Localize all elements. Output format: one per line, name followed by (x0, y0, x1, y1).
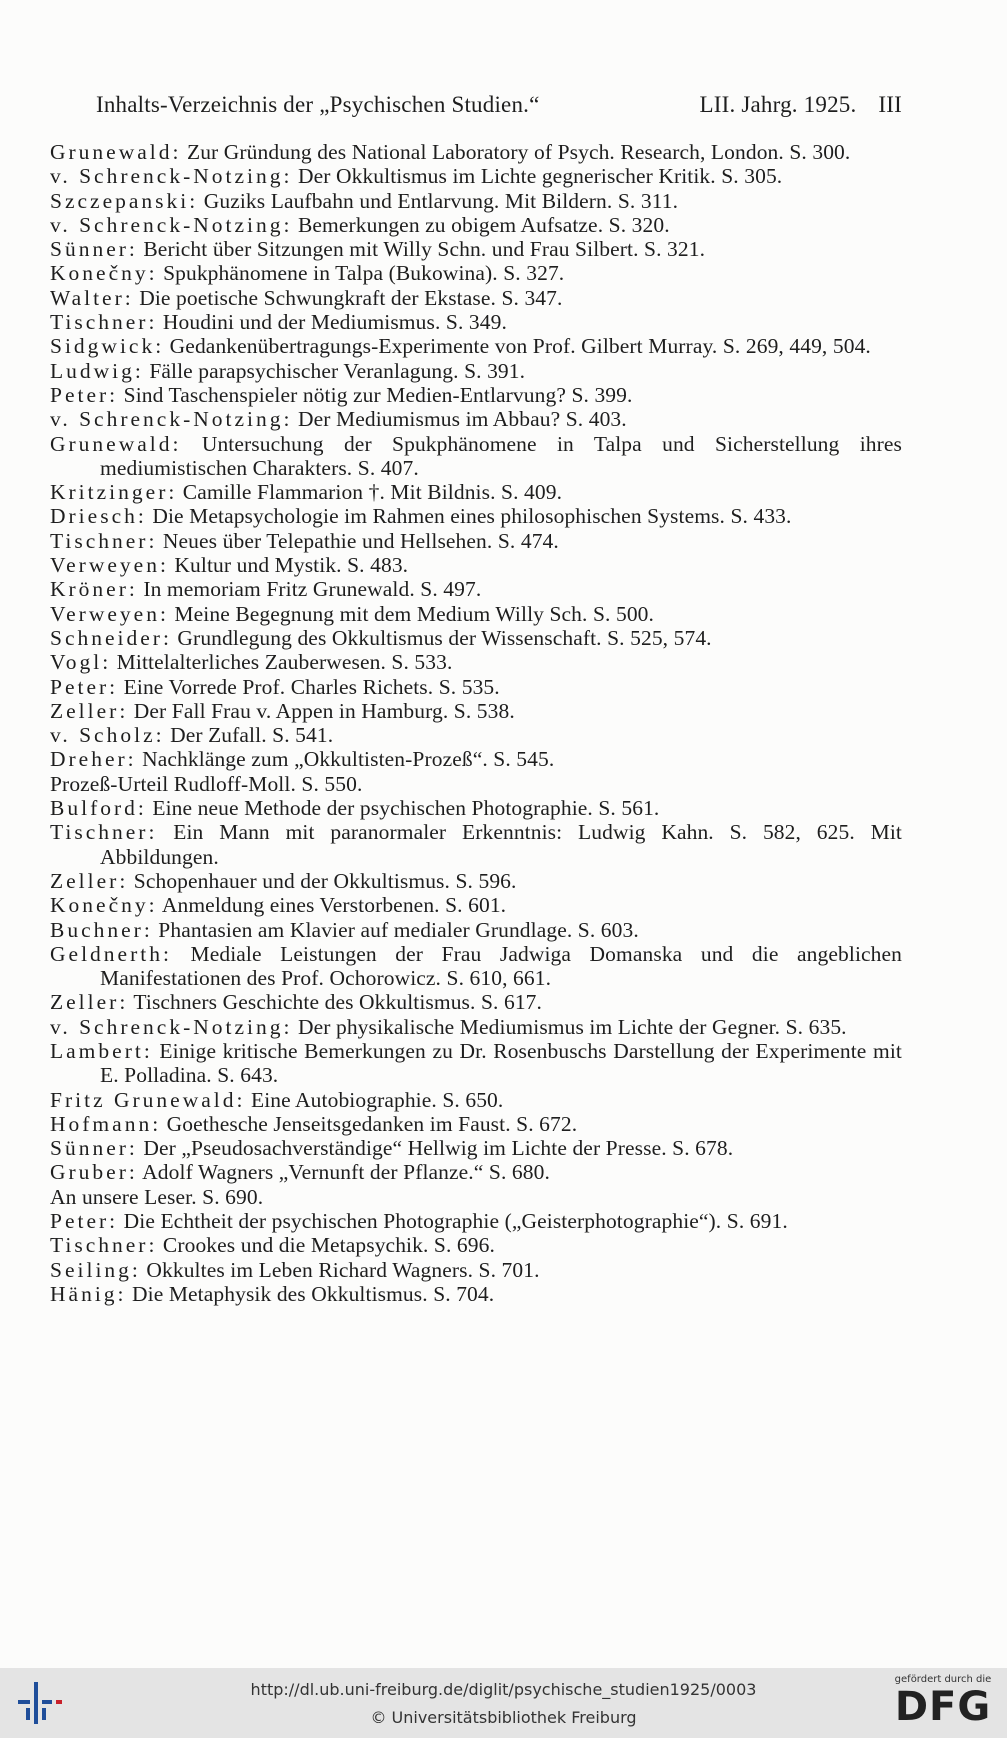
entry-title: Guziks Laufbahn und Entlarvung. Mit Bildern. S. 311. (198, 188, 679, 213)
entry-author: Lambert: (50, 1038, 153, 1063)
entry-title: In memoriam Fritz Grunewald. S. 497. (137, 577, 482, 602)
toc-entry (50, 383, 902, 407)
toc-entry (50, 286, 902, 310)
toc-entry (50, 1112, 902, 1136)
entry-title: Der Zufall. S. 541. (164, 723, 334, 748)
entry-title: An unsere Leser. S. 690. (50, 1184, 264, 1209)
header-title: Inhalts-Verzeichnis der „Psychischen Studien.“ (96, 92, 540, 117)
toc-entry (50, 942, 902, 991)
entry-author: Geldnerth: (50, 941, 172, 966)
entry-title: Die Echtheit der psychischen Photographie („Geisterphotographie“). S. 691. (118, 1209, 788, 1234)
toc-entry (50, 504, 902, 528)
entry-title: Der Fall Frau v. Appen in Hamburg. S. 538. (128, 698, 515, 723)
entry-author: v. Schrenck-Notzing: (50, 1014, 293, 1039)
toc-entry (50, 869, 902, 893)
toc-entry (50, 140, 902, 164)
entry-title: Nachklänge zum „Okkultisten-Prozeß“. S. 545. (136, 747, 555, 772)
toc-entry (50, 1015, 902, 1039)
toc-entry (50, 772, 902, 796)
entry-author: Walter: (50, 285, 134, 310)
entry-title: Bericht über Sitzungen mit Willy Schn. und Frau Silbert. S. 321. (137, 237, 706, 262)
toc-entry (50, 359, 902, 383)
entry-author: Konečny: (50, 261, 158, 286)
entry-author: v. Schrenck-Notzing: (50, 212, 293, 237)
toc-entry (50, 261, 902, 285)
entry-author: Verweyen: (50, 553, 169, 578)
entry-title: Die Metaphysik des Okkultismus. S. 704. (126, 1281, 495, 1306)
document-url[interactable]: http://dl.ub.uni-freiburg.de/diglit/psychische_studien1925/0003 (250, 1680, 757, 1699)
toc-entry (50, 893, 902, 917)
entry-title: Eine Vorrede Prof. Charles Richets. S. 535. (118, 674, 500, 699)
toc-entry (50, 432, 902, 481)
entry-author: Grunewald: (50, 431, 182, 456)
entry-author: Kritzinger: (50, 480, 178, 505)
entry-title: Goethesche Jenseitsgedanken im Faust. S. 672. (161, 1111, 578, 1136)
entry-author: Konečny: (50, 893, 158, 918)
toc-entry (50, 918, 902, 942)
entry-author: Gruber: (50, 1160, 138, 1185)
toc-entry (50, 796, 902, 820)
toc-entry (50, 213, 902, 237)
toc-entry (50, 747, 902, 771)
entry-author: Seiling: (50, 1257, 141, 1282)
toc-entry (50, 699, 902, 723)
entry-author: Kröner: (50, 577, 138, 602)
entry-title: Grundlegung des Okkultismus der Wissenschaft. S. 525, 574. (171, 625, 712, 650)
entry-author: Tischner: (50, 310, 158, 335)
toc-entry (50, 602, 902, 626)
entry-author: Hänig: (50, 1281, 127, 1306)
entry-title: Fälle parapsychischer Veranlagung. S. 391. (143, 358, 526, 383)
entry-author: v. Scholz: (50, 723, 165, 748)
entry-title: Der Mediumismus im Abbau? S. 403. (292, 407, 627, 432)
entry-title: Die poetische Schwungkraft der Ekstase. S. 347. (133, 285, 563, 310)
toc-entry (50, 1233, 902, 1257)
entry-author: Tischner: (50, 1233, 158, 1258)
entry-title: Ein Mann mit paranormaler Erkenntnis: Ludwig Kahn. S. 582, 625. Mit Abbildungen. (100, 820, 902, 869)
entry-title: Anmeldung eines Verstorbenen. S. 601. (157, 893, 507, 918)
toc-entry (50, 529, 902, 553)
entry-title: Gedankenübertragungs-Experimente von Prof. Gilbert Murray. S. 269, 449, 504. (164, 334, 871, 359)
toc-entry (50, 1258, 902, 1282)
entry-title: Tischners Geschichte des Okkultismus. S. 617. (128, 990, 543, 1015)
toc-entry (50, 723, 902, 747)
entry-author: Peter: (50, 382, 119, 407)
viewer-footer (0, 1668, 1007, 1738)
toc-entry (50, 1039, 902, 1088)
toc-entry (50, 189, 902, 213)
entry-title: Eine neue Methode der psychischen Photographie. S. 561. (146, 796, 660, 821)
entry-title: Zur Gründung des National Laboratory of Psych. Research, London. S. 300. (181, 140, 851, 164)
toc-entry (50, 820, 902, 869)
entry-author: Dreher: (50, 747, 137, 772)
toc-entry (50, 990, 902, 1014)
entry-author: Tischner: (50, 528, 158, 553)
entry-author: Peter: (50, 674, 119, 699)
entry-title: Camille Flammarion †. Mit Bildnis. S. 409. (177, 480, 563, 505)
entry-author: Grunewald: (50, 140, 182, 164)
toc-entry (50, 407, 902, 431)
entry-title: Der physikalische Mediumismus im Lichte der Gegner. S. 635. (292, 1014, 847, 1039)
running-header (96, 92, 902, 118)
entry-author: Vogl: (50, 650, 112, 675)
entry-title: Kultur und Mystik. S. 483. (168, 553, 409, 578)
entry-author: Hofmann: (50, 1111, 162, 1136)
entry-title: Prozeß-Urteil Rudloff-Moll. S. 550. (50, 771, 363, 796)
entry-author: Buchner: (50, 917, 153, 942)
entry-author: Szczepanski: (50, 188, 199, 213)
entry-author: Schneider: (50, 625, 172, 650)
entry-author: v. Schrenck-Notzing: (50, 164, 293, 189)
entry-title: Neues über Telepathie und Hellsehen. S. 474. (157, 528, 559, 553)
entry-title: Untersuchung der Spukphänomene in Talpa und Sicherstellung ihres mediumistischen Charakters. S. 407. (100, 431, 902, 480)
entry-author: Driesch: (50, 504, 147, 529)
entry-title: Sind Taschenspieler nötig zur Medien-Entlarvung? S. 399. (118, 382, 633, 407)
toc-entry (50, 1088, 902, 1112)
entry-author: Zeller: (50, 990, 129, 1015)
entry-title: Mediale Leistungen der Frau Jadwiga Domanska und die angeblichen Manifestationen des Prof. Ochorowicz. S. 610, 661. (100, 941, 902, 991)
entry-author: Sünner: (50, 237, 138, 262)
toc-entry (50, 650, 902, 674)
table-of-contents (50, 140, 902, 1306)
toc-entry (50, 237, 902, 261)
entry-author: Zeller: (50, 698, 129, 723)
toc-entry (50, 334, 902, 358)
entry-title: Adolf Wagners „Vernunft der Pflanze.“ S. 680. (137, 1160, 550, 1185)
toc-entry (50, 1136, 902, 1160)
entry-title: Der „Pseudosachverständige“ Hellwig im Lichte der Presse. S. 678. (137, 1136, 734, 1161)
entry-author: Sidgwick: (50, 334, 165, 359)
entry-title: Der Okkultismus im Lichte gegnerischer Kritik. S. 305. (292, 164, 783, 189)
dfg-sponsor-block (889, 1674, 997, 1734)
copyright-notice: © Universitätsbibliothek Freiburg (370, 1708, 637, 1727)
entry-title: Bemerkungen zu obigem Aufsatze. S. 320. (292, 212, 670, 237)
entry-title: Okkultes im Leben Richard Wagners. S. 701. (140, 1257, 540, 1282)
entry-title: Crookes und die Metapsychik. S. 696. (157, 1233, 495, 1258)
entry-title: Meine Begegnung mit dem Medium Willy Sch. S. 500. (168, 601, 655, 626)
entry-author: Bulford: (50, 796, 147, 821)
entry-title: Einige kritische Bemerkungen zu Dr. Rosenbuschs Darstellung der Experimente mit E. Polladina. S. 643. (100, 1038, 902, 1088)
entry-author: Verweyen: (50, 601, 169, 626)
page-number: III (878, 92, 902, 117)
entry-author: Tischner: (50, 820, 158, 845)
entry-title: Houdini und der Mediumismus. S. 349. (157, 310, 507, 335)
entry-title: Schopenhauer und der Okkultismus. S. 596. (128, 868, 517, 893)
entry-author: Ludwig: (50, 358, 144, 383)
entry-author: Fritz Grunewald: (50, 1087, 246, 1112)
toc-entry (50, 1209, 902, 1233)
toc-entry (50, 480, 902, 504)
toc-entry (50, 675, 902, 699)
entry-author: Zeller: (50, 868, 129, 893)
dfg-logo: DFG (894, 1684, 992, 1730)
entry-title: Phantasien am Klavier auf medialer Grundlage. S. 603. (152, 917, 639, 942)
sponsor-note: gefördert durch die (894, 1674, 992, 1685)
entry-author: Sünner: (50, 1136, 138, 1161)
entry-author: v. Schrenck-Notzing: (50, 407, 293, 432)
entry-title: Die Metapsychologie im Rahmen eines philosophischen Systems. S. 433. (146, 504, 792, 529)
toc-entry (50, 310, 902, 334)
toc-entry (50, 1185, 902, 1209)
toc-entry (50, 1282, 902, 1306)
toc-entry (50, 553, 902, 577)
entry-title: Eine Autobiographie. S. 650. (245, 1087, 504, 1112)
entry-title: Mittelalterliches Zauberwesen. S. 533. (111, 650, 453, 675)
entry-author: Peter: (50, 1209, 119, 1234)
toc-entry (50, 164, 902, 188)
entry-title: Spukphänomene in Talpa (Bukowina). S. 327. (157, 261, 565, 286)
toc-entry (50, 626, 902, 650)
toc-entry (50, 577, 902, 601)
header-volume: LII. Jahrg. 1925. (699, 92, 857, 117)
toc-entry (50, 1160, 902, 1184)
